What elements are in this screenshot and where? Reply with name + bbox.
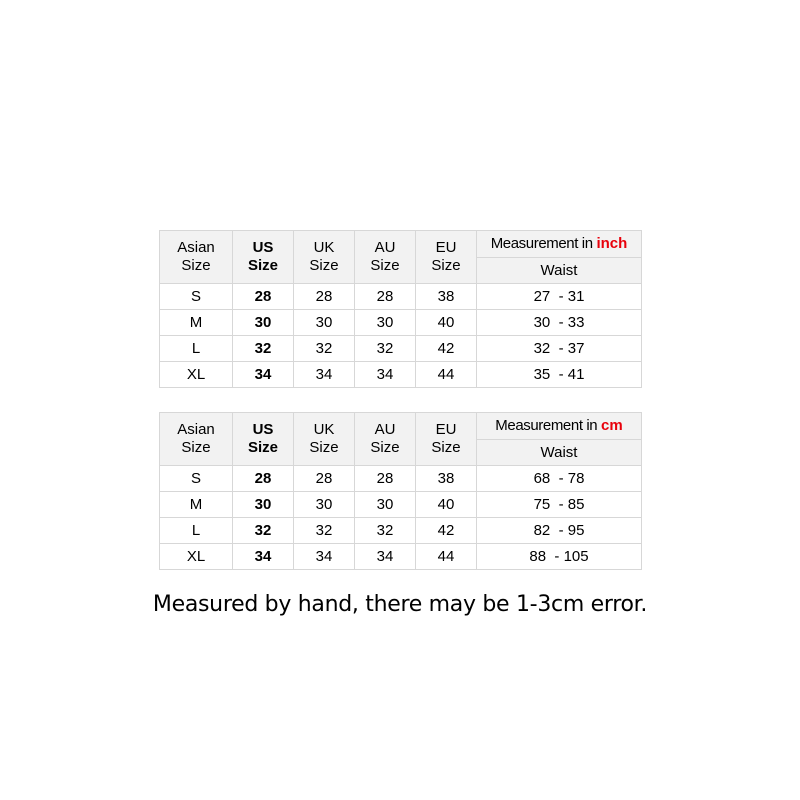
us-size-cell: 32: [233, 336, 294, 362]
waist-cell: 30 - 33: [477, 310, 642, 336]
eu-size-cell: 40: [416, 492, 477, 518]
eu-size-header: EU Size: [416, 413, 477, 466]
us-size-cell: 30: [233, 310, 294, 336]
asian-size-cell: S: [160, 466, 233, 492]
asian-size-header: Asian Size: [160, 413, 233, 466]
eu-size-cell: 38: [416, 466, 477, 492]
waist-cell: 88 - 105: [477, 544, 642, 570]
us-size-cell: 32: [233, 518, 294, 544]
table-row: [160, 518, 642, 544]
measurement-header: Measurement in inch: [477, 231, 642, 258]
size-table-inch: [159, 230, 642, 388]
waist-header: Waist: [477, 440, 642, 466]
uk-size-cell: 28: [294, 284, 355, 310]
au-size-cell: 30: [355, 492, 416, 518]
table-row: [160, 544, 642, 570]
us-size-cell: 30: [233, 492, 294, 518]
waist-cell: 75 - 85: [477, 492, 642, 518]
uk-size-cell: 34: [294, 362, 355, 388]
uk-size-cell: 28: [294, 466, 355, 492]
uk-size-header: UK Size: [294, 413, 355, 466]
au-size-cell: 34: [355, 362, 416, 388]
eu-size-cell: 38: [416, 284, 477, 310]
uk-size-cell: 32: [294, 336, 355, 362]
waist-header: Waist: [477, 258, 642, 284]
table-row: [160, 284, 642, 310]
asian-size-cell: XL: [160, 544, 233, 570]
uk-size-cell: 30: [294, 492, 355, 518]
unit-label: inch: [596, 235, 628, 252]
au-size-cell: 34: [355, 544, 416, 570]
asian-size-cell: L: [160, 518, 233, 544]
waist-cell: 35 - 41: [477, 362, 642, 388]
uk-size-cell: 32: [294, 518, 355, 544]
asian-size-header: Asian Size: [160, 231, 233, 284]
us-size-header: US Size: [233, 413, 294, 466]
table-row: [160, 492, 642, 518]
waist-cell: 68 - 78: [477, 466, 642, 492]
table-row: [160, 310, 642, 336]
size-table-cm: [159, 412, 642, 570]
au-size-cell: 32: [355, 518, 416, 544]
au-size-cell: 32: [355, 336, 416, 362]
au-size-header: AU Size: [355, 413, 416, 466]
eu-size-cell: 40: [416, 310, 477, 336]
measurement-header: Measurement in cm: [477, 413, 642, 440]
us-size-cell: 34: [233, 544, 294, 570]
us-size-cell: 34: [233, 362, 294, 388]
au-size-header: AU Size: [355, 231, 416, 284]
asian-size-cell: S: [160, 284, 233, 310]
eu-size-cell: 42: [416, 336, 477, 362]
asian-size-cell: M: [160, 310, 233, 336]
asian-size-cell: XL: [160, 362, 233, 388]
au-size-cell: 30: [355, 310, 416, 336]
table-row: [160, 466, 642, 492]
waist-cell: 82 - 95: [477, 518, 642, 544]
eu-size-cell: 44: [416, 544, 477, 570]
us-size-cell: 28: [233, 284, 294, 310]
au-size-cell: 28: [355, 284, 416, 310]
measurement-note: Measured by hand, there may be 1-3cm error.: [152, 592, 648, 617]
asian-size-cell: L: [160, 336, 233, 362]
au-size-cell: 28: [355, 466, 416, 492]
uk-size-cell: 34: [294, 544, 355, 570]
eu-size-cell: 42: [416, 518, 477, 544]
uk-size-cell: 30: [294, 310, 355, 336]
eu-size-cell: 44: [416, 362, 477, 388]
unit-label: cm: [601, 417, 623, 434]
waist-cell: 32 - 37: [477, 336, 642, 362]
eu-size-header: EU Size: [416, 231, 477, 284]
table-row: [160, 336, 642, 362]
uk-size-header: UK Size: [294, 231, 355, 284]
asian-size-cell: M: [160, 492, 233, 518]
us-size-cell: 28: [233, 466, 294, 492]
us-size-header: US Size: [233, 231, 294, 284]
waist-cell: 27 - 31: [477, 284, 642, 310]
table-row: [160, 362, 642, 388]
